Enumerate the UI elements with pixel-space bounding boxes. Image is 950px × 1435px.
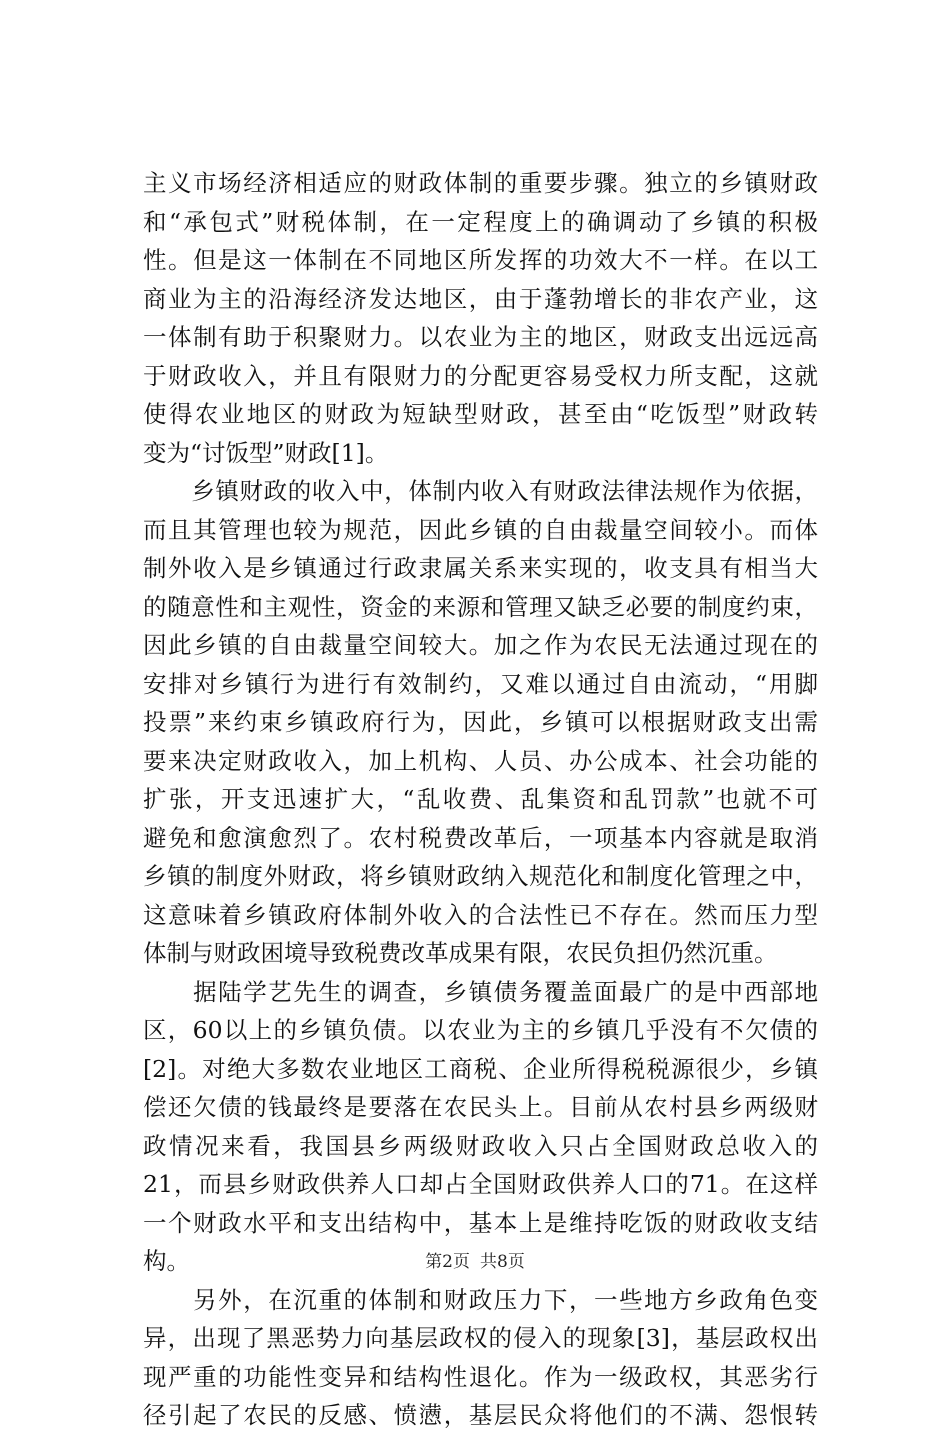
text-line: 因此乡镇的自由裁量空间较大。加之作为农民无法通过现在的 — [143, 631, 818, 659]
body-text — [143, 164, 818, 1435]
text-line: 而且其管理也较为规范，因此乡镇的自由裁量空间较小。而体 — [143, 515, 818, 544]
text-line: 和“承包式”财税体制，在一定程度上的确调动了乡镇的积极 — [143, 207, 818, 236]
text-line: 的随意性和主观性，资金的来源和管理又缺乏必要的制度约束， — [143, 592, 818, 621]
text-line: 据陆学艺先生的调查，乡镇债务覆盖面最广的是中西部地 — [143, 977, 818, 1006]
text-line: 于财政收入，并且有限财力的分配更容易受权力所支配，这就 — [143, 361, 818, 390]
text-line: 构。 — [143, 1247, 190, 1275]
text-line: 政情况来看，我国县乡两级财政收入只占全国财政总收入的 — [143, 1131, 818, 1160]
text-line: 这意味着乡镇政府体制外收入的合法性已不存在。然而压力型 — [143, 900, 818, 929]
text-line: 乡镇的制度外财政，将乡镇财政纳入规范化和制度化管理之中， — [143, 862, 818, 890]
text-line: 乡镇财政的收入中，体制内收入有财政法律法规作为依据， — [143, 477, 818, 505]
text-line: 投票”来约束乡镇政府行为，因此，乡镇可以根据财政支出需 — [143, 708, 818, 736]
text-line: 性。但是这一体制在不同地区所发挥的功效大不一样。在以工 — [143, 246, 818, 274]
text-line: 一体制有助于积聚财力。以农业为主的地区，财政支出远远高 — [143, 323, 818, 351]
text-line: 商业为主的沿海经济发达地区，由于蓬勃增长的非农产业，这 — [143, 284, 818, 313]
text-line: [2]。对绝大多数农业地区工商税、企业所得税税源很少，乡镇 — [143, 1054, 818, 1083]
text-line: 区，60以上的乡镇负债。以农业为主的乡镇几乎没有不欠债的 — [143, 1016, 818, 1044]
text-line: 径引起了农民的反感、愤懑，基层民众将他们的不满、怨恨转 — [143, 1401, 818, 1429]
page-total: 共8页 — [480, 1252, 525, 1272]
text-line: 异，出现了黑恶势力向基层政权的侵入的现象[3]，基层政权出 — [143, 1324, 818, 1352]
text-line: 避免和愈演愈烈了。农村税费改革后，一项基本内容就是取消 — [143, 823, 818, 852]
text-line: 扩张，开支迅速扩大，“乱收费、乱集资和乱罚款”也就不可 — [143, 785, 818, 813]
text-line: 主义市场经济相适应的财政体制的重要步骤。独立的乡镇财政 — [143, 169, 818, 197]
text-line: 体制与财政困境导致税费改革成果有限，农民负担仍然沉重。 — [143, 939, 778, 967]
text-line: 制外收入是乡镇通过行政隶属关系来实现的，收支具有相当大 — [143, 554, 818, 582]
text-line: 安排对乡镇行为进行有效制约，又难以通过自由流动，“用脚 — [143, 669, 818, 698]
text-line: 要来决定财政收入，加上机构、人员、办公成本、社会功能的 — [143, 746, 818, 775]
text-line: 偿还欠债的钱最终是要落在农民头上。目前从农村县乡两级财 — [143, 1093, 818, 1121]
text-line: 使得农业地区的财政为短缺型财政，甚至由“吃饭型”财政转 — [143, 400, 818, 428]
text-line: 21，而县乡财政供养人口却占全国财政供养人口的71。在这样 — [143, 1170, 818, 1198]
text-line: 另外，在沉重的体制和财政压力下，一些地方乡政角色变 — [143, 1285, 818, 1314]
page-number: 第2页 — [425, 1252, 470, 1272]
text-line: 一个财政水平和支出结构中，基本上是维持吃饭的财政收支结 — [143, 1208, 818, 1237]
text-line: 变为“讨饭型”财政[1]。 — [143, 438, 389, 467]
text-line: 现严重的功能性变异和结构性退化。作为一级政权，其恶劣行 — [143, 1362, 818, 1391]
page-footer — [0, 1247, 950, 1272]
